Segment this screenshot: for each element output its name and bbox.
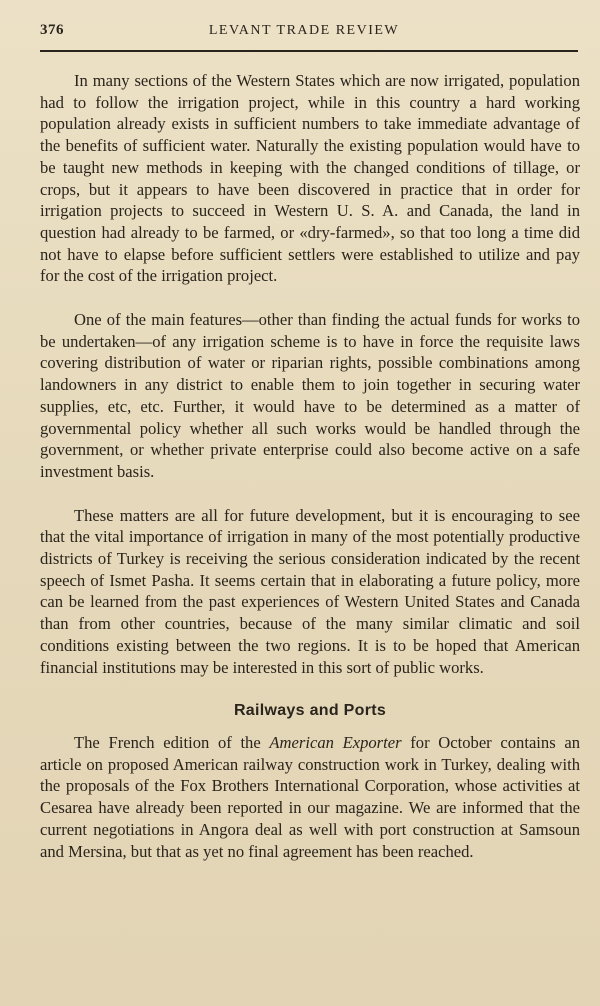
publication-title: American Exporter — [269, 732, 402, 752]
header-rule — [40, 50, 578, 52]
railways-text-start: The French edition of the — [74, 732, 261, 752]
paragraph-irrigation-laws: One of the main features—other than finding the actual funds for works to be undertaken—of any irrigation scheme is to have in force the requisite laws covering distribution of water or riparian rights, possible combinations among landowners in any district to enable them to join together in securing water supplies, etc, etc. Further, it would have to be determined as a matter of governmental policy whether all such works would be handled through the government, or whether private enterprise could also become active on a safe investment basis. — [40, 310, 580, 481]
article-body — [40, 70, 580, 862]
paragraph-irrigation-west: In many sections of the Western States which are now irrigated, population had to follow the irrigation project, while in this country a hard working population already exists in sufficient numbers to take immediate advantage of the benefits of sufficient water. Naturally the existing population would have to be taught new methods in keeping with the changed conditions of tillage, or crops, but it appears to have been discovered in practice that in order for irrigation projects to succeed in Western U. S. A. and Canada, the land in question had already to be farmed, or «dry-farmed», so that too long a time did not have to elapse before sufficient settlers were established to utilize and pay for the cost of the irrigation project. — [40, 71, 580, 286]
page-number: 376 — [40, 22, 64, 38]
paragraph-railways — [40, 732, 580, 862]
section-heading: Railways and Ports — [233, 702, 387, 720]
running-head: LEVANT TRADE REVIEW — [208, 23, 400, 38]
railways-text-end: for October contains an article on proposed American railway construction work in Turkey, dealing with the proposals of the Fox Brothers International Corporation, whose activities at Cesarea have already been reported in our magazine. We are informed that the current negotiations in Angora deal as well with port construction at Samsoun and Mersina, but that as yet no final agreement has been reached. — [40, 732, 580, 861]
paragraph-future-development: These matters are all for future development, but it is encouraging to see that the vital importance of irrigation in many of the most potentially productive districts of Turkey is receiving the serious consideration indicated by the recent speech of Ismet Pasha. It seems certain that in elaborating a future policy, more can be learned from the past experiences of Western United States and Canada than from other countries, because of the many similar climatic and soil conditions existing between the two regions. It is to be hoped that American financial institutions may be interested in this sort of public works. — [40, 505, 580, 677]
page-header — [40, 22, 578, 48]
